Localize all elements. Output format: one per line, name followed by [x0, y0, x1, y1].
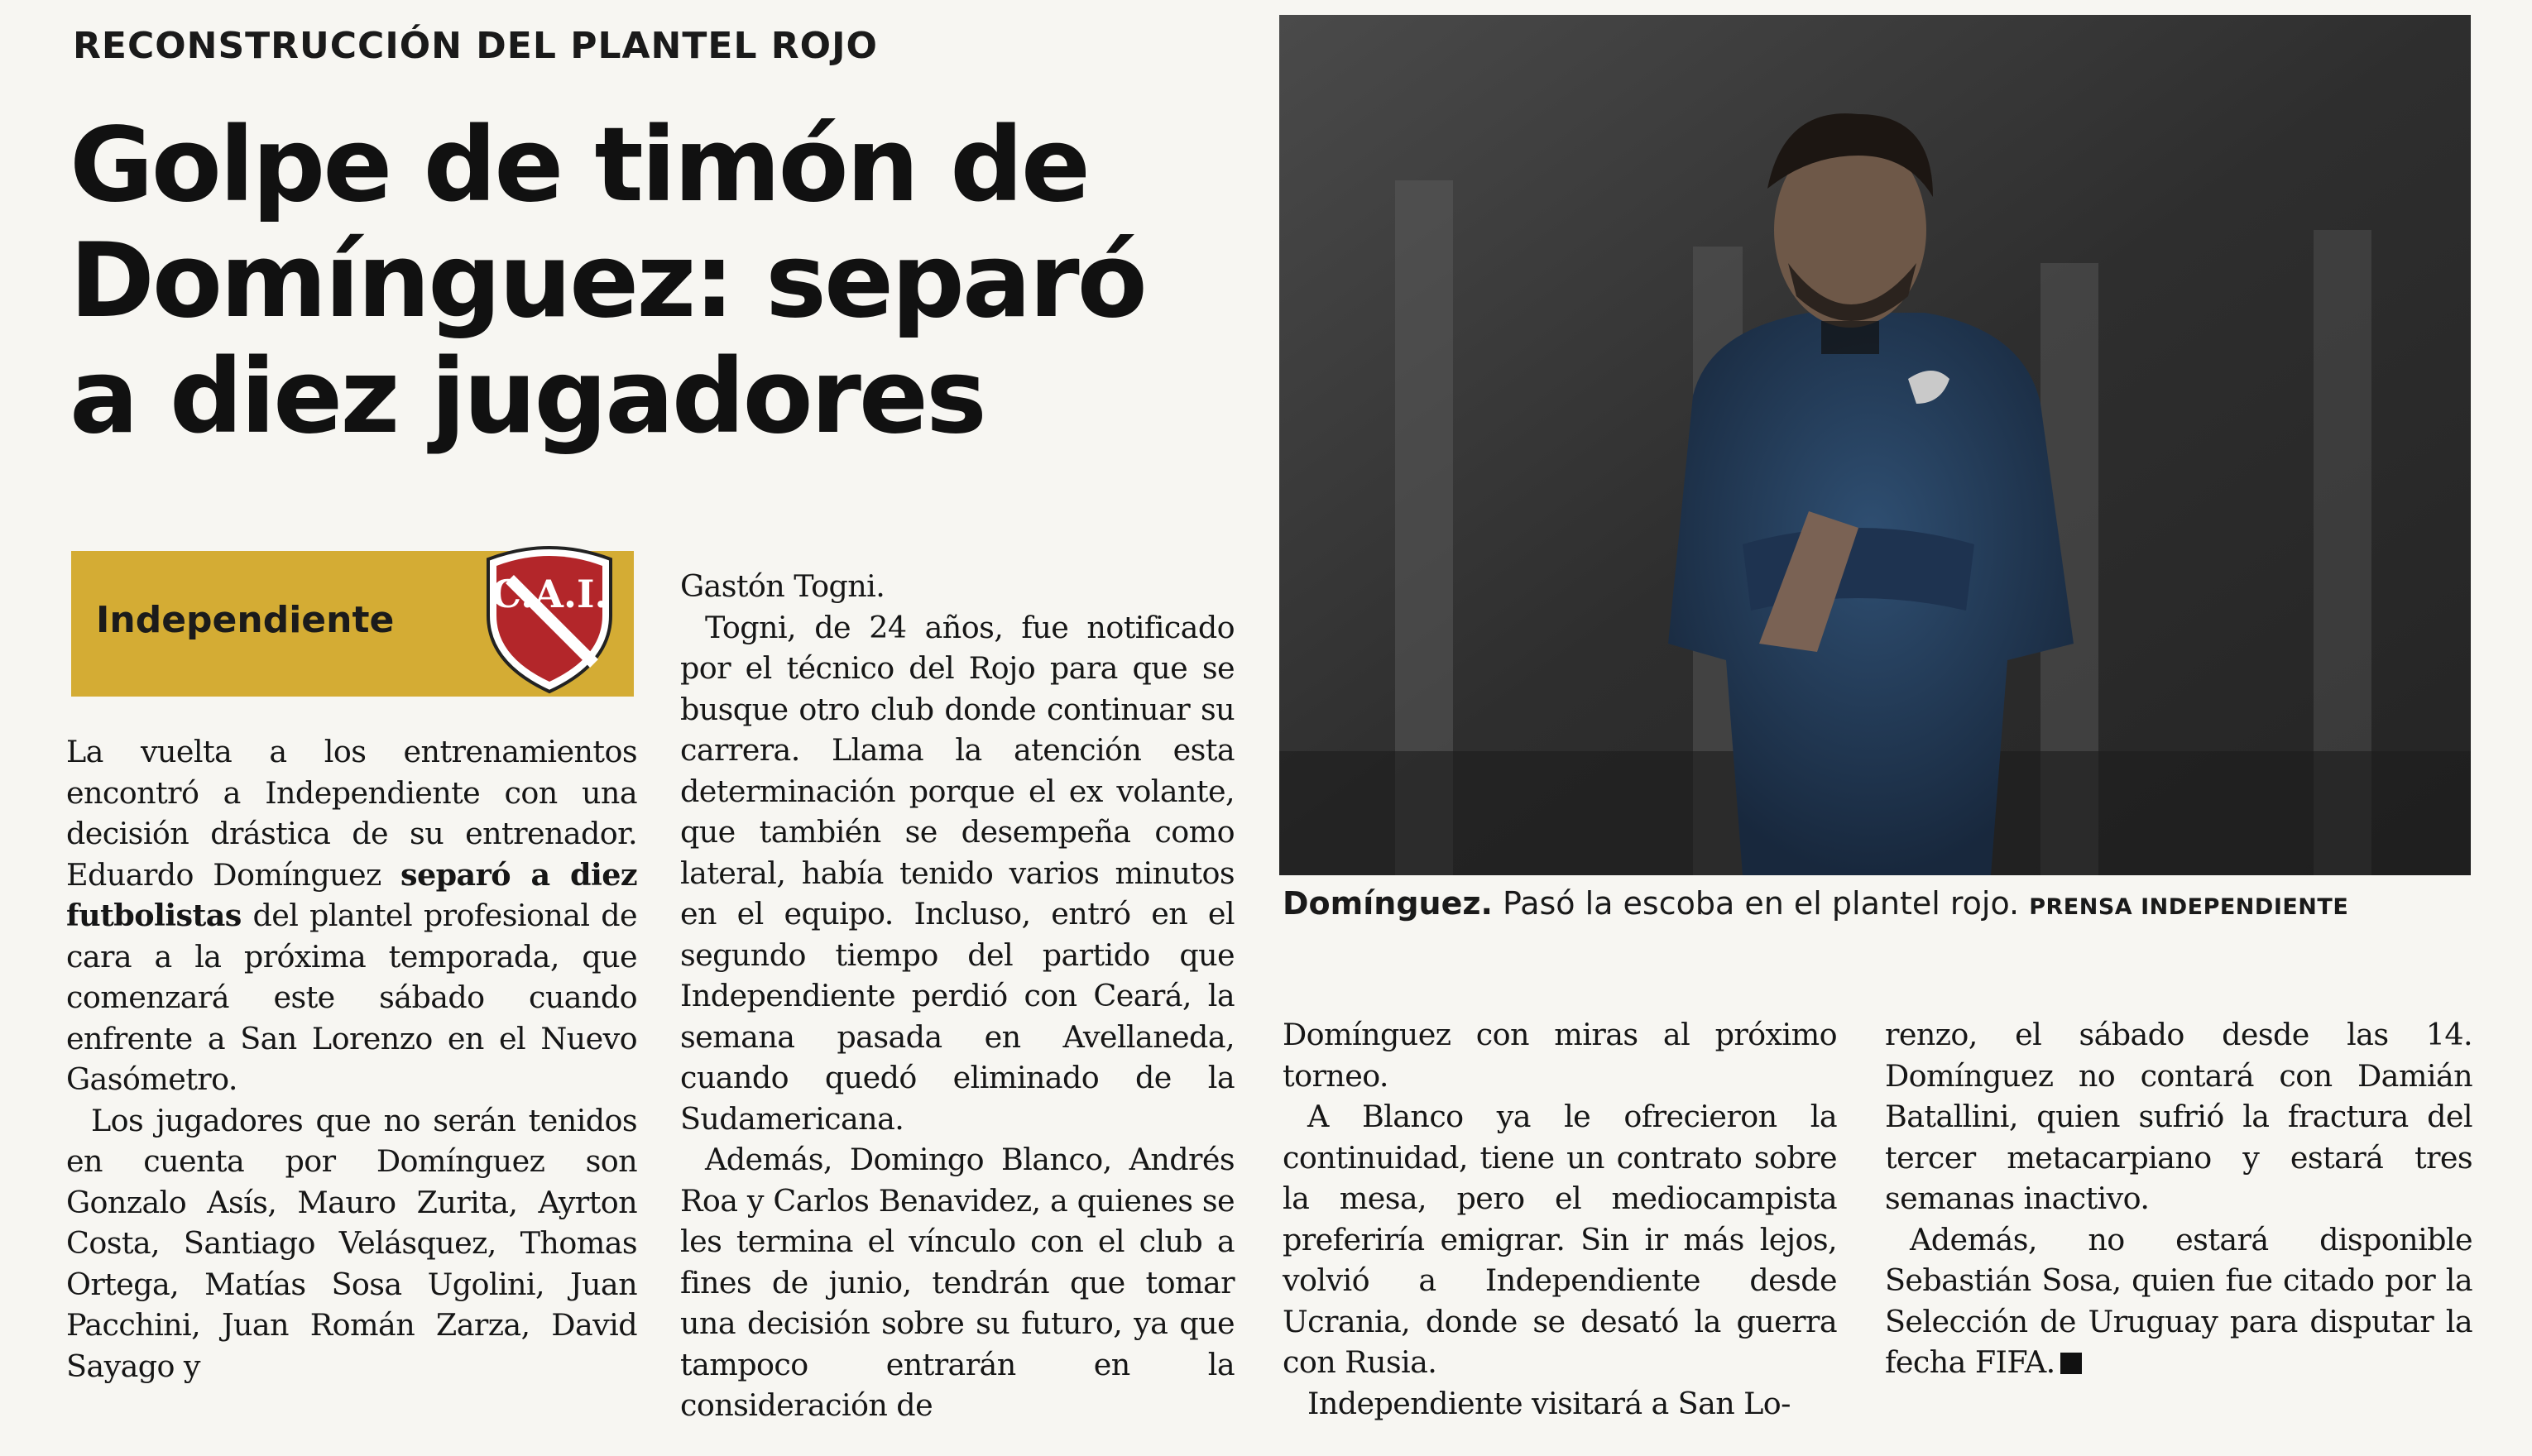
paragraph-7: A Blanco ya le ofrecieron la continuidad, tiene un contrato sobre la mesa, pero el mediocampista preferiría emigrar. Sin ir más lejos, volvió a Independiente desde Ucrania, donde se desató la guerra con Rusia.	[1283, 1099, 1837, 1380]
end-of-article-icon	[2060, 1353, 2082, 1374]
paragraph-9: renzo, el sábado desde las 14. Domínguez no contará con Damián Batallini, quien sufrió la fractura del tercer metacarpiano y estará tres semanas inactivo.	[1885, 1017, 2472, 1216]
crest-text: C.A.I.	[491, 572, 608, 616]
caption-name: Domínguez.	[1283, 885, 1493, 922]
club-crest-icon	[477, 539, 622, 697]
caption-text: Pasó la escoba en el plantel rojo.	[1503, 885, 2020, 922]
paragraph-8: Independiente visitará a San Lo-	[1307, 1385, 1791, 1421]
paragraph-3: Gastón Togni.	[680, 568, 885, 604]
paragraph-10	[1885, 1219, 2472, 1383]
team-name: Independiente	[96, 599, 395, 641]
coach-photo-image	[1279, 15, 2471, 875]
paragraph-6: Domínguez con miras al próximo torneo.	[1283, 1017, 1837, 1094]
paragraph-10-text: Además, no estará disponible Sebastián Sosa, quien fue citado por la Selección de Uruguay para disputar la fecha FIFA.	[1885, 1221, 2472, 1380]
article-kicker: RECONSTRUCCIÓN DEL PLANTEL ROJO	[73, 25, 878, 67]
paragraph-1-text-a: La vuelta a los entrenamientos encontró a Independiente con una decisión drástica de su entrenador. Eduardo Domínguez	[66, 734, 637, 893]
article-column-3	[1283, 1014, 1837, 1424]
paragraph-5: Además, Domingo Blanco, Andrés Roa y Carlos Benavidez, a quienes se les termina el vínculo con el club a fines de junio, tendrán que tomar una decisión sobre su futuro, ya que tampoco entrarán en la consideración de	[680, 1142, 1235, 1423]
team-box	[71, 551, 634, 697]
caption-credit: PRENSA INDEPENDIENTE	[2029, 894, 2349, 920]
photo-caption	[1283, 885, 2474, 922]
paragraph-4: Togni, de 24 años, fue notificado por el técnico del Rojo para que se busque otro club donde continuar su carrera. Llama la atención esta determinación porque el ex volante, que también se desempeña como lateral, había tenido varios minutos en el equipo. Incluso, entró en el segundo tiempo del partido que Independiente perdió con Ceará, la semana pasada en Avellaneda, cuando quedó eliminado de la Sudamericana.	[680, 609, 1235, 1137]
paragraph-1	[66, 731, 637, 1100]
article-column-2	[680, 566, 1235, 1426]
article-column-4	[1885, 1014, 2472, 1383]
paragraph-2: Los jugadores que no serán tenidos en cuenta por Domínguez son Gonzalo Asís, Mauro Zurita, Ayrton Costa, Santiago Velásquez, Thomas Ortega, Matías Sosa Ugolini, Juan Pacchini, Juan Román Zarza, David Sayago y	[66, 1102, 637, 1384]
article-headline: Golpe de timón de Domínguez: separó a diez jugadores	[70, 106, 1145, 457]
paragraph-1-text-b: del plantel profesional de cara a la próxima temporada, que comenzará este sábado cuando enfrente a San Lorenzo en el Nuevo Gasómetro.	[66, 898, 637, 1097]
article-photo	[1279, 15, 2471, 875]
paragraph-1-bold: separó a diez futbolistas	[66, 856, 637, 933]
article-column-1	[66, 731, 637, 1387]
